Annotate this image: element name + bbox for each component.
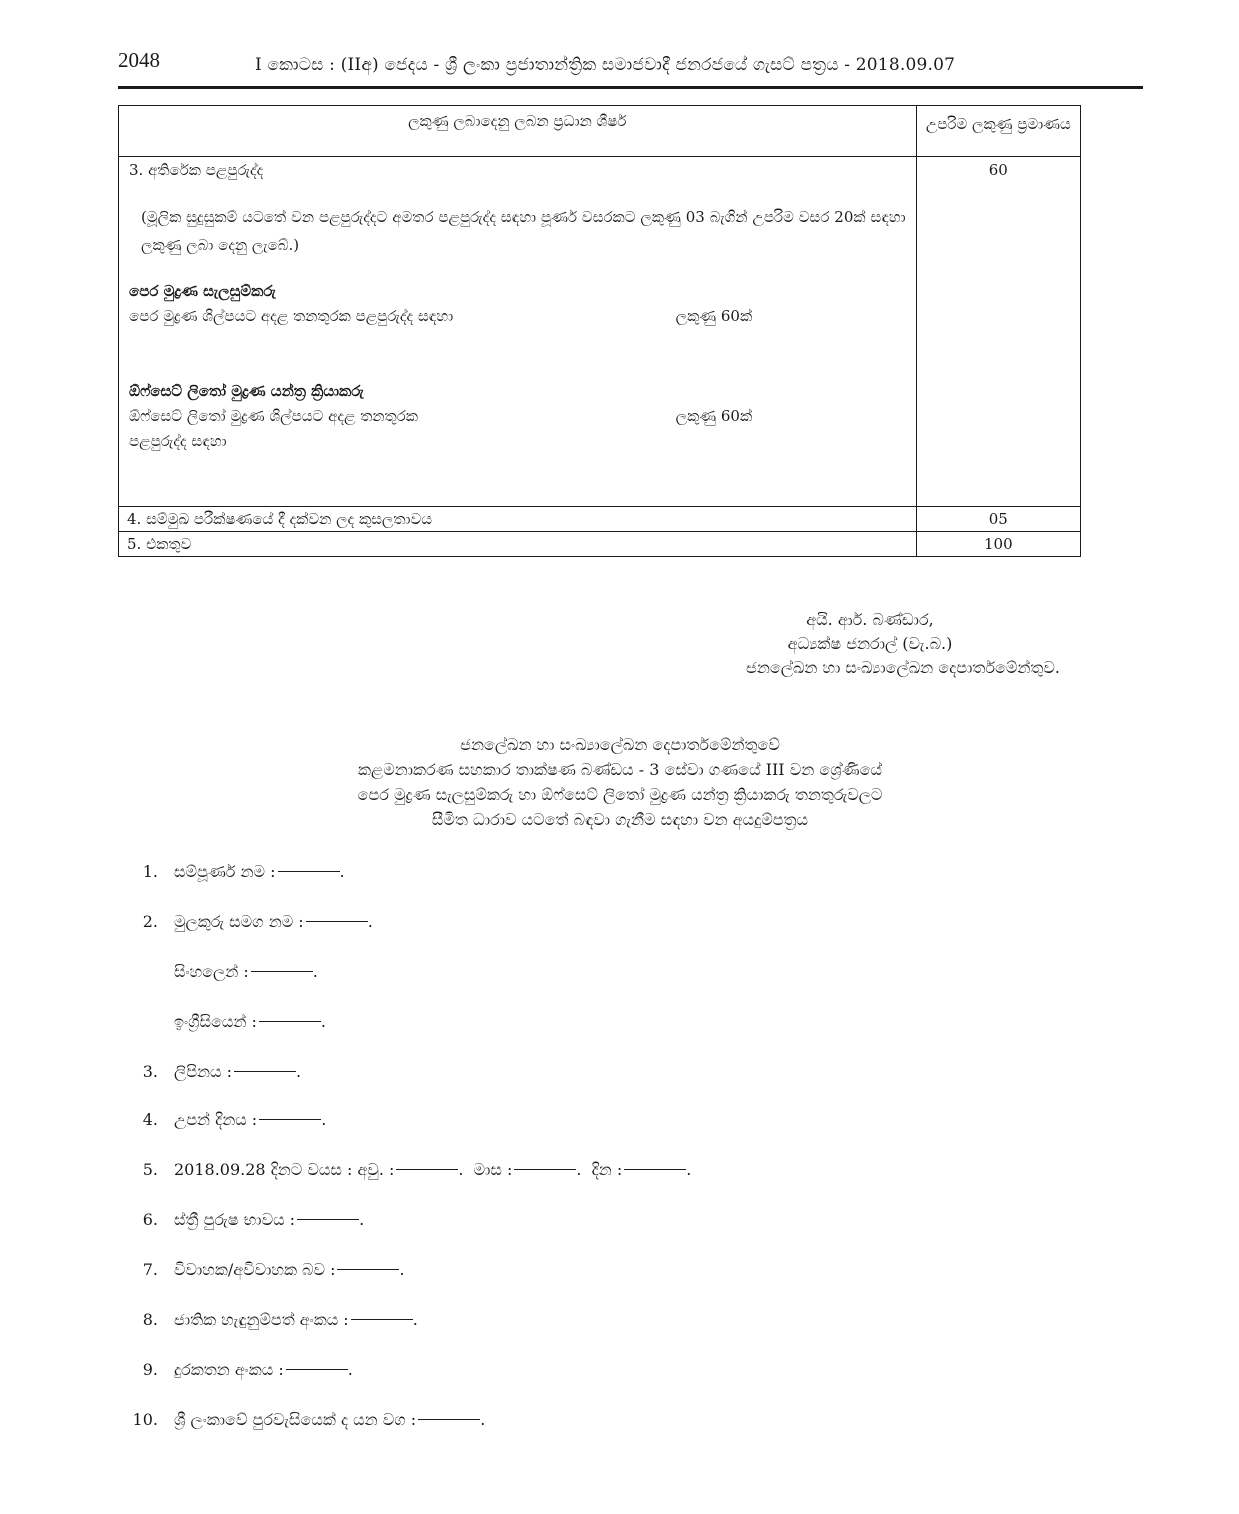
- field-number: 4.: [142, 1110, 158, 1129]
- post1-title: පෙර මුද්‍රණ සැලසුම්කරු: [129, 282, 276, 300]
- field-label: ස්ත්‍රී පුරුෂ භාවය :: [174, 1210, 296, 1229]
- age-months-label: මාස :: [473, 1160, 513, 1179]
- field-end: .: [686, 1160, 692, 1179]
- field-blank[interactable]: [286, 1369, 348, 1370]
- post2-desc: ඕෆ්සෙට් ලිතෝ මුද්‍රණ ශිල්පයට අදළ තනතුරක: [129, 407, 418, 425]
- field-end: .: [480, 1410, 486, 1429]
- field-label: මුලකුරු සමග නම :: [174, 912, 304, 931]
- field-number: 5.: [142, 1160, 158, 1179]
- table-header-row: [119, 106, 1081, 157]
- table-row: [119, 157, 1081, 507]
- field-blank[interactable]: [297, 1219, 359, 1220]
- field-end: .: [320, 1012, 326, 1031]
- row3-note: (මූලික සුදුසුකම් යටතේ වන පළපුරුද්දට අමතර පළපුරුද්ද සඳහා පූර්ණ වසරකට ලකුණු 03 බැගින් උපරිම වසර 20ක් සඳහා ලකුණු ලබා දෙනු ලැබේ.): [141, 208, 906, 254]
- field-address: [118, 1062, 301, 1082]
- field-gender: [118, 1210, 364, 1230]
- field-citizenship: [118, 1410, 485, 1430]
- field-number: 3.: [142, 1062, 158, 1081]
- form-title-line: පෙර මුද්‍රණ සැලසුම්කරු හා ඕෆ්සෙට් ලිතෝ මුද්‍රණ යන්ත්‍ර ක්‍රියාකරු තනතුරුවලට: [357, 785, 883, 804]
- field-label: උපන් දිනය :: [174, 1110, 258, 1129]
- field-label: 2018.09.28 දිනට වයස : අවු. :: [174, 1160, 395, 1179]
- field-number: 8.: [142, 1310, 158, 1329]
- age-years-blank[interactable]: [396, 1169, 458, 1170]
- field-end: .: [359, 1210, 365, 1229]
- signatory-name: අයි. ආර්. බණ්ඩාර,: [806, 610, 934, 629]
- field-end: .: [347, 1360, 353, 1379]
- signatory-department: ජනලේඛන හා සංඛ්‍යාලේඛන දෙපාර්තමේන්තුව.: [746, 658, 1060, 677]
- field-blank[interactable]: [251, 971, 313, 972]
- field-end: .: [458, 1160, 464, 1179]
- field-blank[interactable]: [278, 871, 340, 872]
- field-end: .: [367, 912, 373, 931]
- field-blank[interactable]: [234, 1071, 296, 1072]
- field-nic-number: [118, 1310, 418, 1330]
- form-title-line: සීමිත ධාරාව යටතේ බඳවා ගැනීම සඳහා වන අයදුම්පත්‍රය: [431, 810, 809, 829]
- field-name-sinhala: [174, 962, 318, 982]
- field-end: .: [399, 1260, 405, 1279]
- age-months-blank[interactable]: [514, 1169, 576, 1170]
- signatory-title: අධ්‍යක්ෂ ජනරාල් (වැ.බ.): [787, 634, 953, 653]
- field-age: [118, 1160, 691, 1180]
- field-number: 6.: [142, 1210, 158, 1229]
- field-blank[interactable]: [259, 1021, 321, 1022]
- age-days-label: දින :: [591, 1160, 623, 1179]
- field-end: .: [296, 1062, 302, 1081]
- field-label: ඉංග්‍රීසියෙන් :: [174, 1012, 257, 1031]
- field-number: 7.: [142, 1260, 158, 1279]
- row5-max-cell: 100: [916, 532, 1080, 557]
- field-blank[interactable]: [351, 1319, 413, 1320]
- table-row: [119, 532, 1081, 557]
- field-blank[interactable]: [259, 1119, 321, 1120]
- field-label: දුරකතන අංකය :: [174, 1360, 284, 1379]
- field-number: 9.: [142, 1360, 158, 1379]
- field-end: .: [576, 1160, 582, 1179]
- field-date-of-birth: [118, 1110, 326, 1130]
- field-label: ශ්‍රී ලංකාවේ පුරවැසියෙක් ද යන වග :: [174, 1410, 417, 1429]
- field-label: විවාහක/අවිවාහක බව :: [174, 1260, 336, 1279]
- row3-main-cell: [119, 157, 917, 507]
- row3-title: 3. අතිරේක පළපුරුද්ද: [129, 161, 264, 179]
- post2-title: ඕෆ්සෙට් ලිතෝ මුද්‍රණ යන්ත්‍ර ක්‍රියාකරු: [129, 382, 364, 400]
- form-title: [200, 732, 1040, 832]
- row4-title: 4. සම්මුඛ පරීක්ෂණයේ දී දක්වන ලද කුසලතාවය: [119, 507, 917, 532]
- field-number: 10.: [132, 1410, 158, 1429]
- form-title-line: ජනලේඛන හා සංඛ්‍යාලේඛන දෙපාර්තමේන්තුවේ: [460, 735, 780, 754]
- column-header-max-marks: උපරිම ලකුණු ප්‍රමාණය: [916, 106, 1080, 157]
- field-end: .: [339, 862, 345, 881]
- field-end: .: [321, 1110, 327, 1129]
- field-full-name: [118, 862, 345, 882]
- post1-desc: පෙර මුද්‍රණ ශිල්පයට අදළ තනතුරක පළපුරුද්ද සඳහා: [129, 307, 454, 325]
- header-rule: [118, 86, 1143, 89]
- post2-marks: ලකුණු 60ක්: [675, 407, 753, 425]
- field-label: ජාතික හැඳුනුම්පත් අංකය :: [174, 1310, 349, 1329]
- field-blank[interactable]: [306, 921, 368, 922]
- post1-marks: ලකුණු 60ක්: [675, 307, 753, 325]
- signature-block: [680, 608, 1060, 680]
- field-marital-status: [118, 1260, 405, 1280]
- field-name-with-initials: [118, 912, 373, 932]
- field-end: .: [412, 1310, 418, 1329]
- post2-block: [129, 379, 906, 454]
- field-number: 1.: [142, 862, 158, 881]
- post1-block: [129, 279, 906, 329]
- post2-desc-cont: පළපුරුද්ද සඳහා: [129, 432, 227, 450]
- running-title: I කොටස : (IIඅ) ජෙදය - ශ්‍රී ලංකා ප්‍රජාතාන්ත්‍රික සමාජවාදී ජනරජයේ ගැසට් පත්‍රය - 2018.09.07: [255, 55, 956, 75]
- field-number: 2.: [142, 912, 158, 931]
- field-end: .: [312, 962, 318, 981]
- row5-title: 5. එකතුව: [119, 532, 917, 557]
- row3-max-cell: 60: [916, 157, 1080, 507]
- marks-table: [118, 105, 1081, 557]
- field-label: සම්පූර්ණ නම :: [174, 862, 276, 881]
- row4-max-cell: 05: [916, 507, 1080, 532]
- table-row: [119, 507, 1081, 532]
- age-days-blank[interactable]: [624, 1169, 686, 1170]
- field-label: සිංහලෙන් :: [174, 962, 249, 981]
- field-telephone: [118, 1360, 353, 1380]
- field-name-english: [174, 1012, 326, 1032]
- field-blank[interactable]: [337, 1269, 399, 1270]
- page-number: 2048: [118, 48, 160, 72]
- field-label: ලිපිනය :: [174, 1062, 233, 1081]
- form-title-line: කළමනාකරණ සහකාර තාක්ෂණ බණ්ඩය - 3 සේවා ගණයේ III වන ශ්‍රේණියේ: [358, 760, 882, 779]
- column-header-main: ලකුණු ලබාදෙනු ලබන ප්‍රධාන ශීර්ෂ: [119, 106, 917, 157]
- field-blank[interactable]: [418, 1419, 480, 1420]
